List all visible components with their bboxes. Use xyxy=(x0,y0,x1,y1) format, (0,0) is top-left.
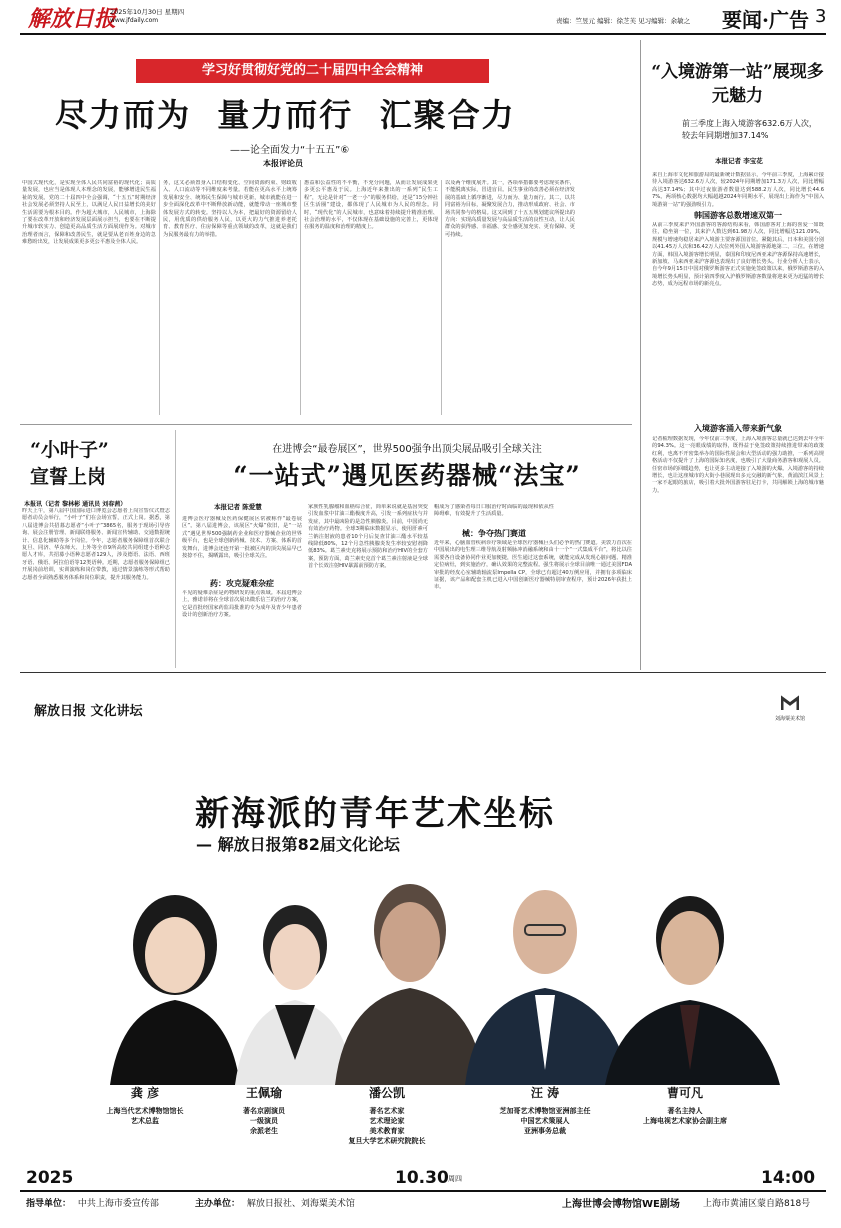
speaker-role-5 xyxy=(615,1106,755,1126)
speaker-role-2 xyxy=(194,1106,334,1136)
speaker-role-5b: 上海电视艺术家协会副主席 xyxy=(643,1117,727,1125)
editorial-subtitle: ——论全面发力“十五五”⑥ xyxy=(230,145,350,156)
volunteer-headline[interactable] xyxy=(22,437,132,491)
event-date: 10.30 xyxy=(395,1168,449,1188)
host-unit-value: 解放日报社、刘海粟美术馆 xyxy=(246,1199,355,1209)
host-unit-label: 主办单位： xyxy=(195,1199,241,1209)
speaker-role-4b: 中国艺术策展人 xyxy=(520,1117,570,1125)
volunteer-body: 昨天上午，第八届中国国际进口博览会志愿者上岗宣誓仪式暨志愿者动员会举行，“小叶子”们在会场宣誓，正式上岗。据悉，第八届进博会共招募志愿者“小叶子”3865名，服务于现场引导咨询、展会注册管理、新闻联络服务、新闻宣传辅助、交通数据统计、信息化辅助等多个岗位。今年，志愿者服务保障组首次联合复旦、同济、华东师大、上外等全市9所高校共同组建小语种志愿人才库，共招募小语种志愿者129人，涉及德语、法语、西班牙语、俄语、阿拉伯语等12类语种。近期，志愿者服务保障组已开展岗前培训，实训演练和岗位带教，通过情景演练等形式帮助志愿者全面熟悉服务体系和岗位职责，提升其服务能力。 xyxy=(22,508,170,581)
inbound-tourism-headline[interactable] xyxy=(650,60,825,108)
speaker-role-3b: 艺术理论家 xyxy=(369,1117,405,1125)
speaker-role-2b: 一级演员 xyxy=(250,1117,278,1125)
editorial-col-2: 务，这又必须置身入口结构变化、空间资源约束、财政收入、人口流动等不同维度来考量。若能在更高水平上统筹发展和安全、统筹民生保障与城市更新，城市就能在进一步全面深化改革中不断释放新动能，就能带动一座城市整体发展方式的转变。坚持以人为本，把最好的资源留给人民，用优质的供给服务人民，以更大的力气推进养老托育、教育医疗、住房保障等重点领域的改革，这就是我们为民服务最有力的举措。 xyxy=(163,180,297,238)
divider xyxy=(640,40,641,670)
inbound-tourism-body-1: 来自上海市文化和旅游局的最新统计数据显示，今年前三季度，上海累计接待入境游客达632.6万人次，较2024年同期增加171.3万人次，同比增幅高达37.14%；其中过夜旅游者数量达到588.2万人次，同比增长44.67%。两项核心数据均大幅超越2024年同期水平，展现出上海作为“中国入境游第一站”的强劲吸引力。 xyxy=(652,172,824,208)
speaker-name-2: 王佩瑜 xyxy=(245,1086,282,1100)
speaker-name-1: 龚 彦 xyxy=(130,1086,160,1100)
forum-subtitle: — 解放日报第82届文化论坛 xyxy=(196,835,400,854)
speaker-role-3d: 复旦大学艺术研究院院长 xyxy=(348,1137,426,1145)
editorial-col-1: 中国式现代化，是实现全体人民共同富裕的现代化；高质量发展，也应当是体现人本理念的发展，能够增进民生福祉的发展。党的二十届四中全会强调，“十五五”时期经济社会发展必须坚持人民至上，以满足人民日益增长的美好生活需要为根本目的。作为超大城市，人民城市，上海除了要在改革开放和经济发展层面展示担当，也要在不断提升城市软实力、创造更高品质生活方面展现作为。对城市治理者而言，保障和改善民生，就是要从老百姓身边的急难愁盼出发，让发展成果更多更公平惠及全体人民。 xyxy=(22,180,156,246)
divider xyxy=(441,180,442,415)
divider xyxy=(159,180,160,415)
event-weekday: 周四 xyxy=(448,1175,462,1183)
portrait-cao-kefan xyxy=(605,896,780,1085)
speaker-role-5a: 著名主持人 xyxy=(667,1107,703,1115)
portrait-gong-yan xyxy=(110,895,240,1085)
volunteer-headline-line-1: “小叶子” xyxy=(30,439,109,461)
speaker-role-4a: 芝加哥艺术博物馆亚洲部主任 xyxy=(499,1107,591,1115)
speaker-role-1b: 艺术总监 xyxy=(131,1117,159,1125)
event-time: 14:00 xyxy=(761,1168,816,1188)
speaker-role-2c: 余派老生 xyxy=(250,1127,278,1135)
guide-unit-label: 指导单位： xyxy=(26,1199,72,1209)
divider xyxy=(300,180,301,415)
host-unit xyxy=(195,1196,355,1209)
forum-logo: 解放日报 文化讲坛 xyxy=(34,704,143,719)
inbound-tourism-deck: 前三季度上海入境游客632.6万人次，较去年同期增加37.14% xyxy=(682,119,817,140)
museum-icon xyxy=(781,695,799,711)
forum-title[interactable]: 新海派的青年艺术坐标 xyxy=(195,794,555,834)
partner-logo xyxy=(760,695,820,722)
expo-body-5: 近年来，心脑血管疾病诊疗领域是全球医疗器械巨头们必争的热门赛道。美敦力首次在中国展出的电生理三维导航及射频脉冲消融系统和由十一个“一式集成平台”，将比以往需要各自设备协同作业更加便捷，医生通过这套系统，就能完成从发现心脏问题、精准定位病灶，到实施治疗，确认效果的完整流程。强生将展示全球目前唯一通过美国FDA审批的经皮心室辅助轴流泵Impella CP，全球已有超过40万例应用，并拥有多项临床证据，该产品和配套主机已进入中国创新医疗器械特别审查程序，预计2026年获批上市。 xyxy=(434,540,632,591)
divider xyxy=(20,672,826,673)
campaign-banner: 学习好贯彻好党的二十届四中全会精神 xyxy=(136,59,489,83)
masthead-rule xyxy=(20,33,826,35)
issue-date: 2025年10月30日 星期四 xyxy=(110,8,185,16)
section-name: 要闻·广告 xyxy=(722,8,809,32)
subhead-drugs: 药：攻克疑难杂症 xyxy=(210,579,274,588)
volunteer-headline-line-2: 宣誓上岗 xyxy=(30,466,107,488)
expo-body-2: 平见的疑难杂症是药物研发的重点领域。本届进博会上，雅诺菲将在全球首次展出微乐信兰的治疗方案，它是首批经国家药监局批准的专为成年及青少年患者设计的创新治疗方案。 xyxy=(182,590,302,619)
speaker-name-4: 汪 涛 xyxy=(530,1086,560,1100)
speaker-role-3c: 美术教育家 xyxy=(369,1127,405,1135)
event-address: 上海市黄浦区蒙自路818号 xyxy=(703,1199,811,1209)
speaker-role-1a: 上海当代艺术博物馆馆长 xyxy=(106,1107,184,1115)
expo-headline[interactable]: “一站式”遇见医药器械“法宝” xyxy=(233,461,581,490)
inbound-tourism-byline: 本报记者 李宝花 xyxy=(715,157,763,165)
portrait-pan-gongkai xyxy=(335,884,485,1085)
speaker-role-2a: 著名京剧演员 xyxy=(243,1107,285,1115)
page-number: 3 xyxy=(815,6,827,27)
subhead-korea: 韩国游客总数增速双第一 xyxy=(694,211,782,220)
volunteer-byline: 本报讯（记者 黎林彬 通讯员 刘春茜） xyxy=(24,501,127,508)
divider xyxy=(20,1190,826,1192)
guide-unit-value: 中共上海市委宣传部 xyxy=(77,1199,159,1209)
event-venue: 上海世博会博物馆WE剧场 xyxy=(562,1199,680,1210)
inbound-tourism-body-2: 从前三季度来沪外国游客的客源结构来看，韩国游客对上海的喜爱一如既往，稳坐第一位，其来沪人数达到61.98万人次，同比增幅达121.09%，规模与增速均稳居来沪入境游主要客源国首位。紧随其后，日本和美国分别以41.45万人次和36.42万人次位列外国入境游客源地第二、三位。在增速方面，韩国入境游客增长明显，泰国和印度尼西亚来沪客源保持高速增长，新加坡、马来西亚来沪客源也表现出了良好增长势头。行业分析人士表示，自今年9月15日中国对俄罗斯游客正式实施免签政策以来，俄罗斯游客的入境增长势头明显，预计第四季度入沪俄罗斯游客数量将迎来更为迅猛的增长态势，成为远程市场的新亮点。 xyxy=(652,222,824,288)
divider xyxy=(175,430,176,668)
editorial-byline: 本报评论员 xyxy=(263,159,303,168)
portrait-wang-tao xyxy=(465,890,630,1085)
editorial-col-3: 惠益和公益性的不平衡，不充分问题，从而让发展成果更多更公平惠及于民。上海近年来推出的一系列“民生工程”，无论是针对“一老一小”的服务供给，还是“15分钟社区生活圈”建设，都体现了人民城市为人民的理念。同时，“现代化”的人民城市，也意味着持续提升精准治理、社会治理的水平，不仅体现在基础设施的完善上，更体现在服务的温度和治理的精度上。 xyxy=(304,180,438,231)
speaker-name-5: 曹可凡 xyxy=(666,1086,703,1100)
subhead-devices: 械：争夺热门赛道 xyxy=(462,529,526,538)
guide-unit xyxy=(26,1196,159,1209)
newspaper-logo: 解放日报 xyxy=(28,6,117,32)
expo-kicker: 在进博会“最卷展区”，世界500强争出顶尖展品吸引全球关注 xyxy=(272,444,542,455)
partner-logo-text: 刘海粟美术馆 xyxy=(774,716,805,722)
editorial-col-4: 以及两个维度展开。其一，各项举措都要考虑现实条件，不能脱离实际，冒进盲目。民生事业的改善必须在经济发展的基础上循序渐进，尽力而为、量力而行。其二，以共同富裕为目标，凝聚发展合力，推动形成政府、社会、市场共同参与的格局。这又回到了十五五规划建议所提出的方向：实现高质量发展与高品质生活的良性互动，让人民群众的获得感、幸福感、安全感更加充实、更有保障、更可持续。 xyxy=(445,180,575,238)
speaker-role-3a: 著名艺术家 xyxy=(369,1107,405,1115)
speaker-role-3 xyxy=(317,1106,457,1146)
editorial-headline[interactable]: 尽力而为 量力而行 汇聚合力 xyxy=(55,96,516,134)
expo-body-3: 家族性乳腺瘤和血癌综合征，简单来说就是基因突变引发血浆中甘油三酯极度升高，引发一系列症状与并发症，其中最凶险的是急性胰腺炎。目前，中国尚无有效治疗药物。全球3期临床数据显示，使用肝素可兰钠注射液的患者10个月后复查甘油三酯水平较基线降低80%，12个月急性胰腺炎发生率较安慰剂降低83%。葛兰素史克将展示预防和治疗HIV的全套方案，预防方面，葛兰素史克首个葛兰素注射液是全球首个长效注射HIV暴露前预防方案。 xyxy=(308,504,428,570)
speaker-role-4c: 亚洲事务总裁 xyxy=(524,1127,566,1135)
inbound-tourism-body-3: 记者梳理数据发现，今年仅前三季度，上海入境游客总量就已达到去年全年的94.3%。这一亮眼成绩的取得，既得益于免签政策持续推进带来的政策红利，也离不开密集举办的国际性展会和大型活动的强力助推，一系列高规格活动不仅提升了上海的国际知名度，也吸引了大量商务游客和观展人员。任密市场的回暖趋势，也让更多主动迎接了入境游的火爆。入境游客的持续增长，也让这座城市的大街小巷展现出多元交融的新气象，黄浦滨江风景上一家不起眼的旅店，吸引着大批外国游客驻足打卡，共同解锁上海的城市魅力。 xyxy=(652,436,824,494)
expo-body-4: 帽成为了感染者每日口服治疗时面临的最现和依从性障碍难，有效提升了生活质量。 xyxy=(434,504,554,518)
website-url[interactable]: www.jfdaily.com xyxy=(110,17,159,24)
speaker-portraits xyxy=(20,860,826,1085)
expo-body-1: 进博会医疗器械及医药保健展区常被称作“最卷展区”。第八届进博会，该展区“火爆”依旧，是“一站式”遇见世界500强制药企业和医疗器械企业的世界级平台，也是全球创新药械、技术、方案、体系的首发舞台，进博会还连开第一批被区内的顶尖展品早已按捺不住，揭晒露出，吸引全球关注。 xyxy=(182,516,302,560)
expo-byline: 本报记者 陈爱慧 xyxy=(214,503,262,511)
speaker-role-4 xyxy=(475,1106,615,1136)
editor-credits: 责编：竺昱元 编辑：徐芝芙 见习编辑：余敏之 xyxy=(556,17,691,25)
inbound-tourism-headline-text: “入境游第一站”展现多元魅力 xyxy=(651,62,824,106)
subhead-new-vibe: 入境游客涌入带来新气象 xyxy=(694,424,782,433)
speaker-name-3: 潘公凯 xyxy=(368,1086,405,1100)
divider xyxy=(20,424,632,425)
portrait-wang-peiyu xyxy=(235,905,355,1085)
event-year: 2025 xyxy=(26,1168,74,1188)
